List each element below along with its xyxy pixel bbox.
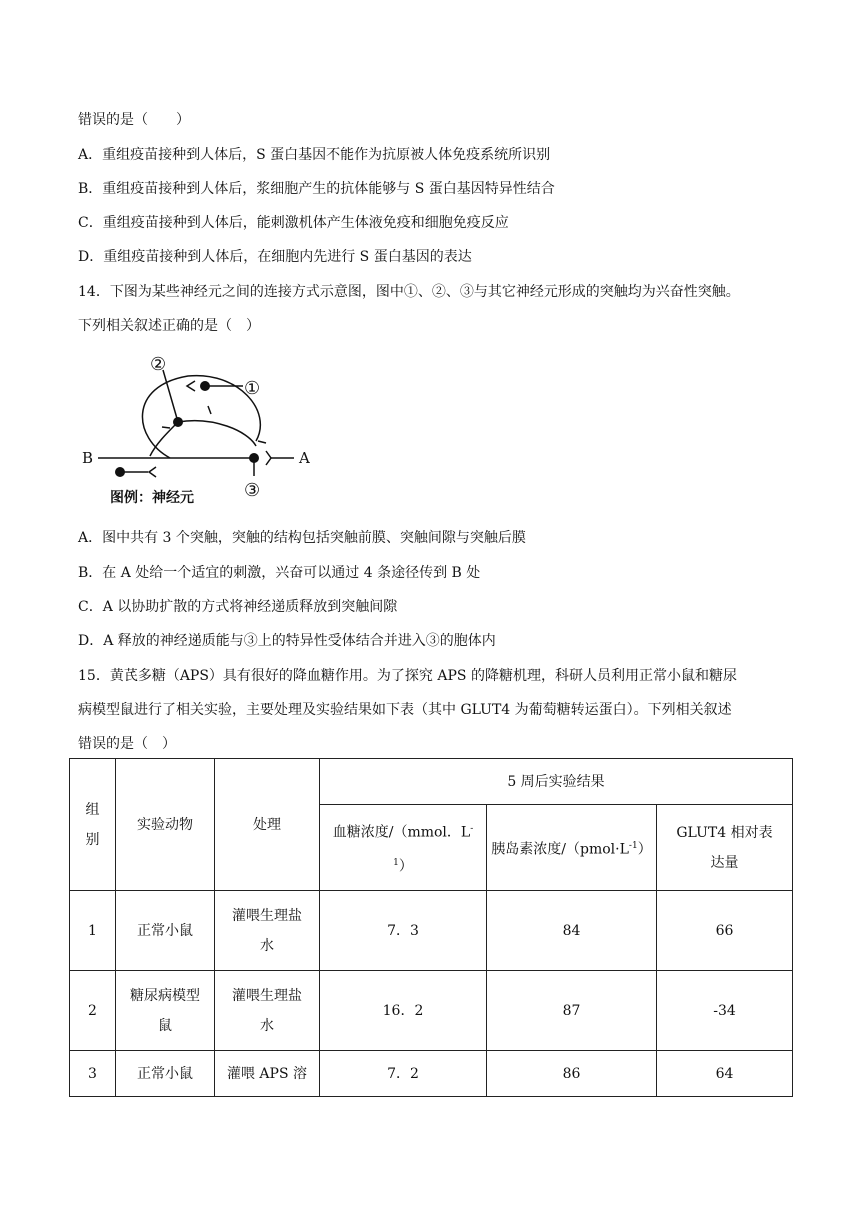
neuron-2-stem: [163, 370, 178, 422]
cell-animal: 正常小鼠: [116, 891, 215, 971]
synapse-mark: [187, 381, 195, 391]
cell-insulin: 84: [487, 891, 657, 971]
cell-animal: 正常小鼠: [116, 1051, 215, 1097]
question-14-option-a: A．图中共有 3 个突触，突触的结构包括突触前膜、突触间隙与突触后膜: [78, 530, 526, 546]
synapse-mark: [258, 441, 266, 443]
label-3: ③: [244, 480, 261, 501]
cell-group: 1: [70, 891, 116, 971]
cell-insulin: 86: [487, 1051, 657, 1097]
cell-glut4: -34: [657, 971, 793, 1051]
header-glucose: 血糖浓度/（mmol．$L^{-1}$）: [320, 805, 487, 891]
cell-glucose: 7．2: [320, 1051, 487, 1097]
legend-neuron-body: [115, 467, 125, 477]
cell-glucose: 16．2: [320, 971, 487, 1051]
table-row: [70, 891, 793, 971]
question-14-stem-cont: 下列相关叙述正确的是（ ）: [78, 318, 260, 334]
inner-loop-path: [178, 421, 256, 446]
neuron-3-body: [249, 453, 259, 463]
neuron-1-body: [200, 381, 210, 391]
question-13-option-c: C．重组疫苗接种到人体后，能刺激机体产生体液免疫和细胞免疫反应: [78, 215, 509, 231]
header-treatment: 处理: [215, 759, 320, 891]
cell-glut4: 64: [657, 1051, 793, 1097]
label-b: B: [82, 449, 94, 467]
synapse-mark: [208, 406, 211, 414]
table-row: [70, 971, 793, 1051]
question-15-stem: 15．黄芪多糖（APS）具有很好的降血糖作用。为了探究 APS 的降糖机理，科研人员利用正常小鼠和糖尿: [78, 668, 737, 684]
neuron-diagram: [78, 346, 338, 511]
synapse-mark: [162, 427, 170, 428]
header-group: 组别: [70, 759, 116, 891]
question-14-option-c: C．A 以协助扩散的方式将神经递质释放到突触间隙: [78, 599, 398, 615]
label-2: ②: [150, 354, 167, 375]
table-row: [70, 1051, 793, 1097]
experiment-table: [69, 758, 793, 1097]
legend-synapse-mark: [149, 467, 156, 477]
neuron-2-body: [173, 417, 183, 427]
cell-treatment: 灌喂生理盐水: [215, 971, 320, 1051]
question-13-option-d: D．重组疫苗接种到人体后，在细胞内先进行 S 蛋白基因的表达: [78, 249, 472, 265]
cell-treatment: 灌喂 APS 溶: [215, 1051, 320, 1097]
legend-text: 图例：神经元: [110, 490, 194, 506]
cell-glucose: 7．3: [320, 891, 487, 971]
cell-glut4: 66: [657, 891, 793, 971]
cell-group: 2: [70, 971, 116, 1051]
header-insulin: 胰岛素浓度$/(pmol\cdot L^{-1})$: [487, 805, 657, 891]
header-glut4: GLUT4 相对表达量: [657, 805, 793, 891]
question-13-option-a: A．重组疫苗接种到人体后，S 蛋白基因不能作为抗原被人体免疫系统所识别: [78, 147, 551, 163]
label-a: A: [299, 449, 310, 467]
header-result: 5 周后实验结果: [320, 759, 793, 805]
cell-insulin: 87: [487, 971, 657, 1051]
question-13-option-b: B．重组疫苗接种到人体后，浆细胞产生的抗体能够与 S 蛋白基因特异性结合: [78, 181, 555, 197]
cell-treatment: 灌喂生理盐水: [215, 891, 320, 971]
question-13-stem-end: 错误的是（ ）: [78, 112, 190, 128]
question-15-stem-end: 错误的是（ ）: [78, 736, 176, 752]
label-1: ①: [244, 378, 261, 399]
cell-group: 3: [70, 1051, 116, 1097]
cell-animal: 糖尿病模型鼠: [116, 971, 215, 1051]
question-15-stem-cont: 病模型鼠进行了相关实验，主要处理及实验结果如下表（其中 GLUT4 为葡萄糖转运蛋白）。下列相关叙述: [78, 702, 732, 718]
question-14-option-b: B．在 A 处给一个适宜的刺激，兴奋可以通过 4 条途径传到 B 处: [78, 565, 481, 581]
header-animal: 实验动物: [116, 759, 215, 891]
synapse-mark: [266, 451, 271, 465]
question-14-stem: 14．下图为某些神经元之间的连接方式示意图，图中①、②、③与其它神经元形成的突触均为兴奋性突触。: [78, 284, 740, 300]
question-14-option-d: D．A 释放的神经递质能与③上的特异性受体结合并进入③的胞体内: [78, 633, 496, 649]
